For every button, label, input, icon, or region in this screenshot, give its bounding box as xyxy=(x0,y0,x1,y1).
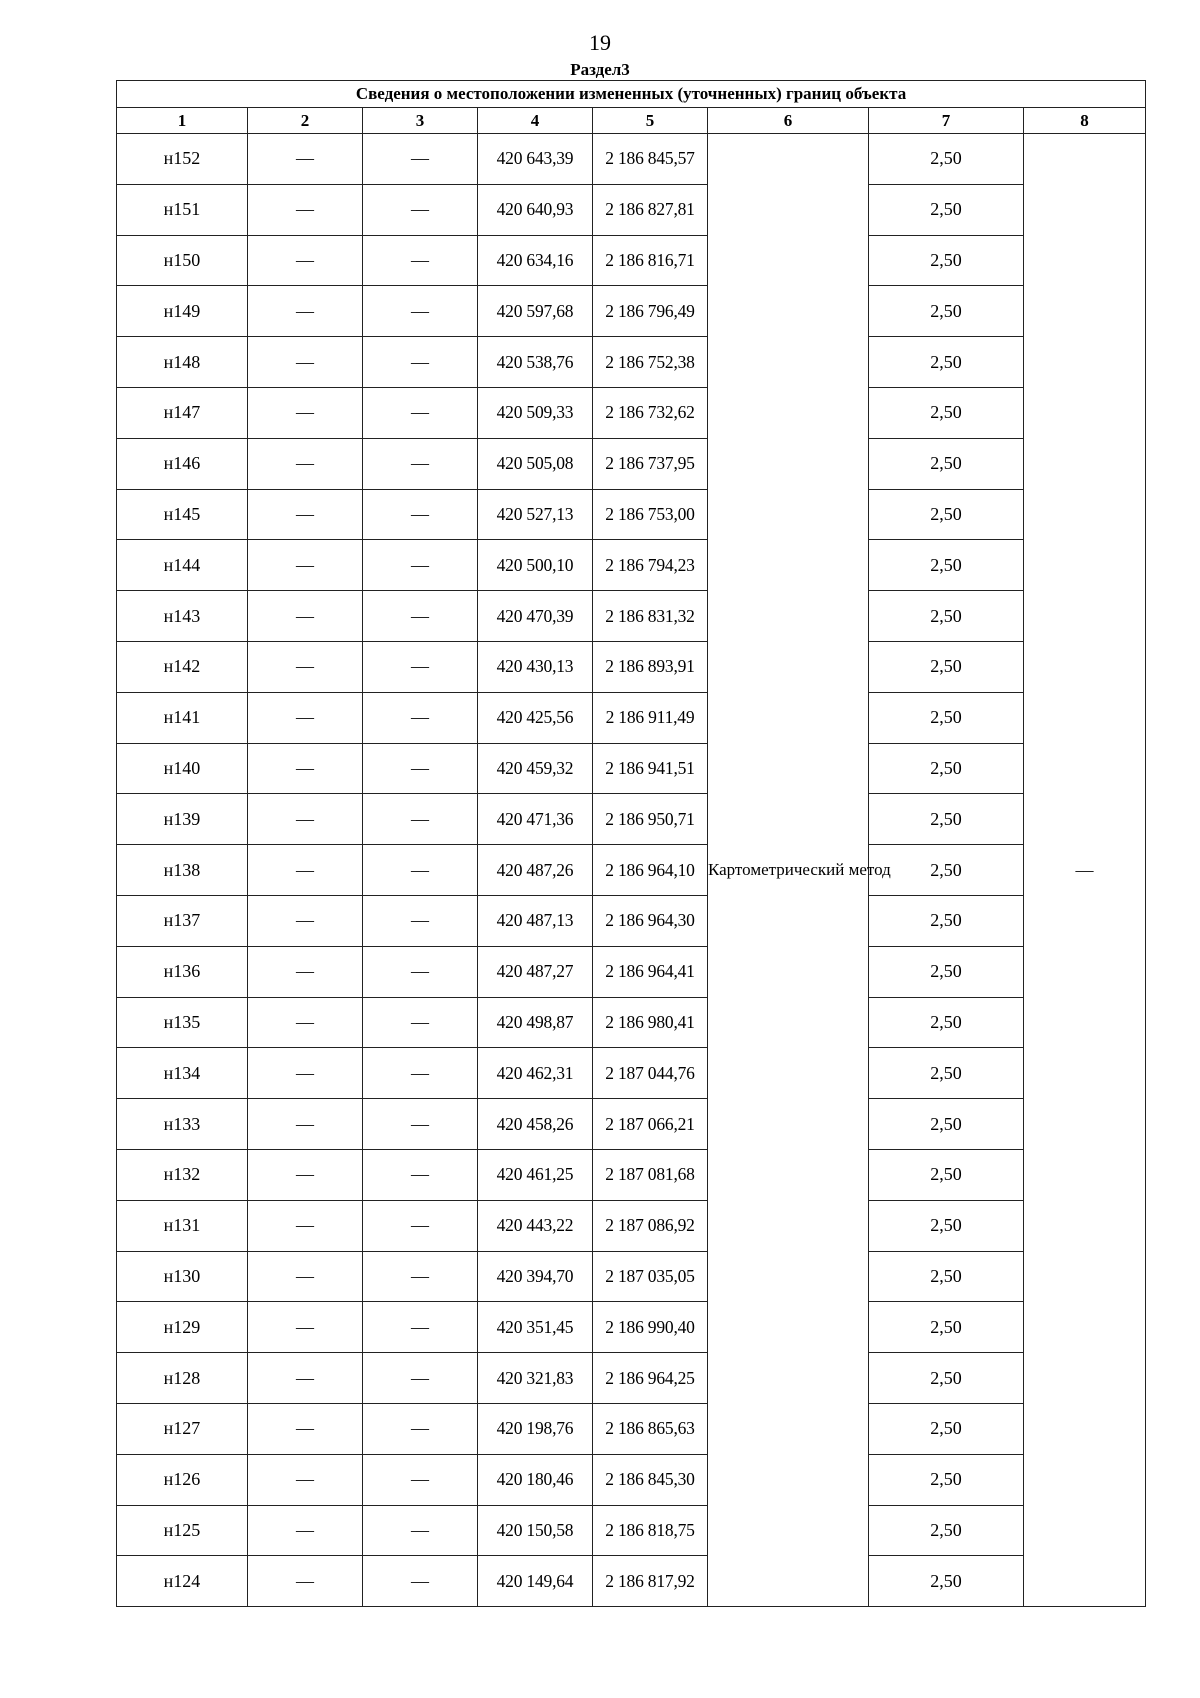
accuracy-cell: 2,50 xyxy=(869,845,1024,896)
column-3-cell: — xyxy=(363,1048,478,1099)
y-coordinate-cell: 2 186 990,40 xyxy=(593,1302,708,1353)
point-name-cell: н130 xyxy=(117,1251,248,1302)
x-coordinate-cell: 420 321,83 xyxy=(478,1353,593,1404)
table-row xyxy=(117,489,1146,540)
column-3-cell: — xyxy=(363,591,478,642)
accuracy-cell: 2,50 xyxy=(869,1149,1024,1200)
y-coordinate-cell: 2 187 081,68 xyxy=(593,1149,708,1200)
point-name-cell: н137 xyxy=(117,895,248,946)
column-2-cell: — xyxy=(248,946,363,997)
x-coordinate-cell: 420 500,10 xyxy=(478,540,593,591)
column-3-cell: — xyxy=(363,438,478,489)
x-coordinate-cell: 420 487,26 xyxy=(478,845,593,896)
point-name-cell: н147 xyxy=(117,387,248,438)
table-row xyxy=(117,845,1146,896)
y-coordinate-cell: 2 186 796,49 xyxy=(593,286,708,337)
x-coordinate-cell: 420 394,70 xyxy=(478,1251,593,1302)
column-2-cell: — xyxy=(248,1454,363,1505)
column-3-cell: — xyxy=(363,1149,478,1200)
point-name-cell: н124 xyxy=(117,1556,248,1607)
column-2-cell: — xyxy=(248,591,363,642)
accuracy-cell: 2,50 xyxy=(869,540,1024,591)
column-2-cell: — xyxy=(248,1353,363,1404)
column-3-cell: — xyxy=(363,235,478,286)
y-coordinate-cell: 2 186 964,41 xyxy=(593,946,708,997)
point-name-cell: н127 xyxy=(117,1403,248,1454)
column-2-cell: — xyxy=(248,641,363,692)
table-row xyxy=(117,1556,1146,1607)
column-header-3: 3 xyxy=(363,108,478,134)
accuracy-cell: 2,50 xyxy=(869,1353,1024,1404)
x-coordinate-cell: 420 505,08 xyxy=(478,438,593,489)
table-row xyxy=(117,743,1146,794)
column-3-cell: — xyxy=(363,1556,478,1607)
accuracy-cell: 2,50 xyxy=(869,387,1024,438)
column-2-cell: — xyxy=(248,692,363,743)
column-3-cell: — xyxy=(363,184,478,235)
x-coordinate-cell: 420 198,76 xyxy=(478,1403,593,1454)
point-name-cell: н138 xyxy=(117,845,248,896)
x-coordinate-cell: 420 425,56 xyxy=(478,692,593,743)
y-coordinate-cell: 2 186 950,71 xyxy=(593,794,708,845)
x-coordinate-cell: 420 487,27 xyxy=(478,946,593,997)
accuracy-cell: 2,50 xyxy=(869,1403,1024,1454)
x-coordinate-cell: 420 351,45 xyxy=(478,1302,593,1353)
table-row xyxy=(117,134,1146,185)
x-coordinate-cell: 420 180,46 xyxy=(478,1454,593,1505)
x-coordinate-cell: 420 527,13 xyxy=(478,489,593,540)
column-header-2: 2 xyxy=(248,108,363,134)
accuracy-cell: 2,50 xyxy=(869,1556,1024,1607)
accuracy-cell: 2,50 xyxy=(869,1048,1024,1099)
point-name-cell: н126 xyxy=(117,1454,248,1505)
point-name-cell: н131 xyxy=(117,1200,248,1251)
point-name-cell: н144 xyxy=(117,540,248,591)
y-coordinate-cell: 2 186 845,30 xyxy=(593,1454,708,1505)
y-coordinate-cell: 2 187 044,76 xyxy=(593,1048,708,1099)
column-3-cell: — xyxy=(363,895,478,946)
table-body xyxy=(117,134,1146,1607)
column-3-cell: — xyxy=(363,337,478,388)
table-row xyxy=(117,1099,1146,1150)
column-2-cell: — xyxy=(248,1200,363,1251)
x-coordinate-cell: 420 443,22 xyxy=(478,1200,593,1251)
column-2-cell: — xyxy=(248,845,363,896)
y-coordinate-cell: 2 186 865,63 xyxy=(593,1403,708,1454)
accuracy-cell: 2,50 xyxy=(869,743,1024,794)
column-2-cell: — xyxy=(248,438,363,489)
table-row xyxy=(117,1454,1146,1505)
point-name-cell: н150 xyxy=(117,235,248,286)
accuracy-cell: 2,50 xyxy=(869,1302,1024,1353)
x-coordinate-cell: 420 149,64 xyxy=(478,1556,593,1607)
column-3-cell: — xyxy=(363,1099,478,1150)
column-2-cell: — xyxy=(248,1099,363,1150)
accuracy-cell: 2,50 xyxy=(869,438,1024,489)
point-name-cell: н141 xyxy=(117,692,248,743)
column-2-cell: — xyxy=(248,134,363,185)
y-coordinate-cell: 2 186 980,41 xyxy=(593,997,708,1048)
column-3-cell: — xyxy=(363,997,478,1048)
point-name-cell: н135 xyxy=(117,997,248,1048)
table-row xyxy=(117,387,1146,438)
y-coordinate-cell: 2 186 941,51 xyxy=(593,743,708,794)
column-2-cell: — xyxy=(248,387,363,438)
column-header-5: 5 xyxy=(593,108,708,134)
accuracy-cell: 2,50 xyxy=(869,235,1024,286)
y-coordinate-cell: 2 186 737,95 xyxy=(593,438,708,489)
column-3-cell: — xyxy=(363,540,478,591)
accuracy-cell: 2,50 xyxy=(869,489,1024,540)
column-3-cell: — xyxy=(363,692,478,743)
x-coordinate-cell: 420 471,36 xyxy=(478,794,593,845)
x-coordinate-cell: 420 470,39 xyxy=(478,591,593,642)
table-row xyxy=(117,692,1146,743)
column-8-cell: — xyxy=(1024,134,1146,1607)
table-row xyxy=(117,641,1146,692)
column-header-4: 4 xyxy=(478,108,593,134)
y-coordinate-cell: 2 186 816,71 xyxy=(593,235,708,286)
y-coordinate-cell: 2 186 827,81 xyxy=(593,184,708,235)
point-name-cell: н149 xyxy=(117,286,248,337)
column-header-1: 1 xyxy=(117,108,248,134)
point-name-cell: н139 xyxy=(117,794,248,845)
accuracy-cell: 2,50 xyxy=(869,895,1024,946)
column-3-cell: — xyxy=(363,1251,478,1302)
column-3-cell: — xyxy=(363,1505,478,1556)
table-row xyxy=(117,540,1146,591)
column-2-cell: — xyxy=(248,794,363,845)
column-header-7: 7 xyxy=(869,108,1024,134)
column-2-cell: — xyxy=(248,1251,363,1302)
accuracy-cell: 2,50 xyxy=(869,1505,1024,1556)
boundary-coordinates-table xyxy=(116,80,1146,1607)
point-name-cell: н140 xyxy=(117,743,248,794)
table-row xyxy=(117,286,1146,337)
x-coordinate-cell: 420 509,33 xyxy=(478,387,593,438)
table-row xyxy=(117,1403,1146,1454)
column-2-cell: — xyxy=(248,235,363,286)
column-3-cell: — xyxy=(363,1353,478,1404)
point-name-cell: н129 xyxy=(117,1302,248,1353)
column-2-cell: — xyxy=(248,286,363,337)
point-name-cell: н142 xyxy=(117,641,248,692)
column-header-6: 6 xyxy=(708,108,869,134)
accuracy-cell: 2,50 xyxy=(869,997,1024,1048)
column-2-cell: — xyxy=(248,895,363,946)
column-3-cell: — xyxy=(363,1454,478,1505)
table-row xyxy=(117,235,1146,286)
column-2-cell: — xyxy=(248,1403,363,1454)
y-coordinate-cell: 2 186 752,38 xyxy=(593,337,708,388)
column-2-cell: — xyxy=(248,489,363,540)
y-coordinate-cell: 2 186 732,62 xyxy=(593,387,708,438)
table-row xyxy=(117,1149,1146,1200)
x-coordinate-cell: 420 597,68 xyxy=(478,286,593,337)
y-coordinate-cell: 2 186 893,91 xyxy=(593,641,708,692)
table-caption: Сведения о местоположении измененных (уточненных) границ объекта xyxy=(117,81,1146,108)
accuracy-cell: 2,50 xyxy=(869,1099,1024,1150)
column-3-cell: — xyxy=(363,134,478,185)
accuracy-cell: 2,50 xyxy=(869,1200,1024,1251)
x-coordinate-cell: 420 461,25 xyxy=(478,1149,593,1200)
table-row xyxy=(117,337,1146,388)
accuracy-cell: 2,50 xyxy=(869,591,1024,642)
point-name-cell: н128 xyxy=(117,1353,248,1404)
column-header-8: 8 xyxy=(1024,108,1146,134)
x-coordinate-cell: 420 538,76 xyxy=(478,337,593,388)
column-3-cell: — xyxy=(363,1403,478,1454)
y-coordinate-cell: 2 187 086,92 xyxy=(593,1200,708,1251)
x-coordinate-cell: 420 458,26 xyxy=(478,1099,593,1150)
column-3-cell: — xyxy=(363,1302,478,1353)
table-row xyxy=(117,1505,1146,1556)
column-2-cell: — xyxy=(248,540,363,591)
y-coordinate-cell: 2 186 753,00 xyxy=(593,489,708,540)
point-name-cell: н148 xyxy=(117,337,248,388)
y-coordinate-cell: 2 186 831,32 xyxy=(593,591,708,642)
y-coordinate-cell: 2 186 794,23 xyxy=(593,540,708,591)
column-header-row xyxy=(117,108,1146,134)
column-2-cell: — xyxy=(248,1556,363,1607)
accuracy-cell: 2,50 xyxy=(869,641,1024,692)
column-3-cell: — xyxy=(363,1200,478,1251)
y-coordinate-cell: 2 186 845,57 xyxy=(593,134,708,185)
x-coordinate-cell: 420 643,39 xyxy=(478,134,593,185)
column-2-cell: — xyxy=(248,1302,363,1353)
column-3-cell: — xyxy=(363,743,478,794)
table-row xyxy=(117,895,1146,946)
section-title: Раздел3 xyxy=(570,60,630,79)
table-row xyxy=(117,1200,1146,1251)
accuracy-cell: 2,50 xyxy=(869,794,1024,845)
x-coordinate-cell: 420 487,13 xyxy=(478,895,593,946)
y-coordinate-cell: 2 186 911,49 xyxy=(593,692,708,743)
accuracy-cell: 2,50 xyxy=(869,337,1024,388)
table-row xyxy=(117,946,1146,997)
table-row xyxy=(117,794,1146,845)
table-row xyxy=(117,1251,1146,1302)
column-3-cell: — xyxy=(363,286,478,337)
table-row xyxy=(117,997,1146,1048)
accuracy-cell: 2,50 xyxy=(869,184,1024,235)
accuracy-cell: 2,50 xyxy=(869,134,1024,185)
x-coordinate-cell: 420 640,93 xyxy=(478,184,593,235)
column-2-cell: — xyxy=(248,743,363,794)
page-number: 19 xyxy=(589,30,611,55)
y-coordinate-cell: 2 186 964,10 xyxy=(593,845,708,896)
column-2-cell: — xyxy=(248,1048,363,1099)
x-coordinate-cell: 420 459,32 xyxy=(478,743,593,794)
point-name-cell: н125 xyxy=(117,1505,248,1556)
column-3-cell: — xyxy=(363,489,478,540)
accuracy-cell: 2,50 xyxy=(869,946,1024,997)
table-row xyxy=(117,1302,1146,1353)
x-coordinate-cell: 420 634,16 xyxy=(478,235,593,286)
y-coordinate-cell: 2 186 964,30 xyxy=(593,895,708,946)
x-coordinate-cell: 420 462,31 xyxy=(478,1048,593,1099)
column-2-cell: — xyxy=(248,997,363,1048)
y-coordinate-cell: 2 186 817,92 xyxy=(593,1556,708,1607)
table-row xyxy=(117,1048,1146,1099)
x-coordinate-cell: 420 150,58 xyxy=(478,1505,593,1556)
y-coordinate-cell: 2 186 964,25 xyxy=(593,1353,708,1404)
column-2-cell: — xyxy=(248,1505,363,1556)
accuracy-cell: 2,50 xyxy=(869,286,1024,337)
accuracy-cell: 2,50 xyxy=(869,692,1024,743)
column-2-cell: — xyxy=(248,1149,363,1200)
table-row xyxy=(117,1353,1146,1404)
accuracy-cell: 2,50 xyxy=(869,1251,1024,1302)
point-name-cell: н151 xyxy=(117,184,248,235)
point-name-cell: н134 xyxy=(117,1048,248,1099)
column-3-cell: — xyxy=(363,794,478,845)
point-name-cell: н132 xyxy=(117,1149,248,1200)
table-row xyxy=(117,591,1146,642)
column-3-cell: — xyxy=(363,845,478,896)
column-2-cell: — xyxy=(248,184,363,235)
column-3-cell: — xyxy=(363,641,478,692)
table-row xyxy=(117,184,1146,235)
point-name-cell: н133 xyxy=(117,1099,248,1150)
point-name-cell: н152 xyxy=(117,134,248,185)
x-coordinate-cell: 420 498,87 xyxy=(478,997,593,1048)
y-coordinate-cell: 2 186 818,75 xyxy=(593,1505,708,1556)
point-name-cell: н146 xyxy=(117,438,248,489)
table-row xyxy=(117,438,1146,489)
point-name-cell: н145 xyxy=(117,489,248,540)
x-coordinate-cell: 420 430,13 xyxy=(478,641,593,692)
column-2-cell: — xyxy=(248,337,363,388)
column-3-cell: — xyxy=(363,946,478,997)
y-coordinate-cell: 2 187 066,21 xyxy=(593,1099,708,1150)
accuracy-cell: 2,50 xyxy=(869,1454,1024,1505)
y-coordinate-cell: 2 187 035,05 xyxy=(593,1251,708,1302)
method-cell: Картометрический метод xyxy=(708,134,869,1607)
point-name-cell: н143 xyxy=(117,591,248,642)
point-name-cell: н136 xyxy=(117,946,248,997)
column-3-cell: — xyxy=(363,387,478,438)
